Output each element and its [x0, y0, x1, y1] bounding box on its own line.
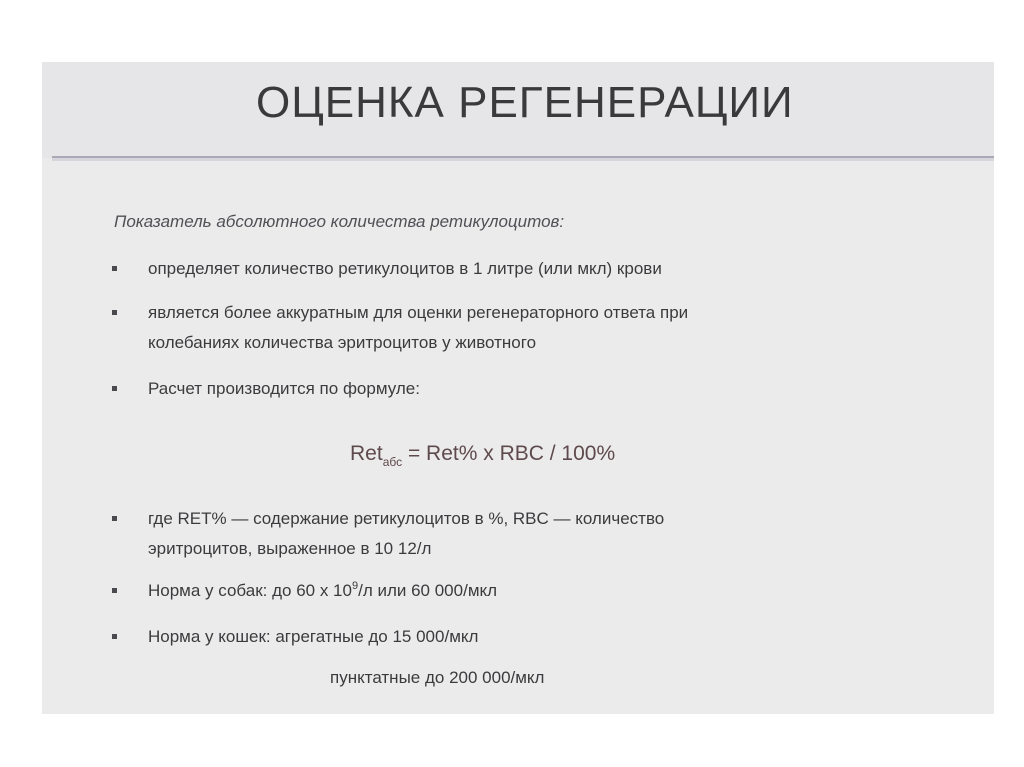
bullet-marker-icon	[112, 588, 117, 593]
bullet-marker-icon	[112, 266, 117, 271]
slide	[42, 62, 994, 714]
slide-title: ОЦЕНКА РЕГЕНЕРАЦИИ	[256, 78, 794, 127]
dog-norm-suffix: /л или 60 000/мкл	[358, 581, 498, 600]
bullet-text: Расчет производится по формуле:	[148, 379, 420, 398]
formula-lhs: Ret	[350, 442, 383, 465]
cat-norm-punctate: пунктатные до 200 000/мкл	[330, 668, 545, 687]
bullet-text: является более аккуратным для оценки регенераторного ответа при	[148, 303, 689, 322]
bullet-text: эритроцитов, выраженное в 10 12/л	[148, 539, 432, 558]
cat-norm-text: Норма у кошек: агрегатные до 15 000/мкл	[148, 627, 479, 646]
bullet-marker-icon	[112, 516, 117, 521]
dog-norm-exponent: 9	[351, 580, 359, 592]
dog-norm-text	[148, 576, 497, 606]
formula	[350, 442, 615, 469]
slide-content	[42, 62, 994, 714]
bullet-marker-icon	[112, 386, 117, 391]
bullet-text: где RET% — содержание ретикулоцитов в %, RBC — количество	[148, 509, 665, 528]
section-subtitle: Показатель абсолютного количества ретикулоцитов:	[114, 212, 565, 231]
dog-norm-prefix: Норма у собак: до 60 х 10	[148, 581, 352, 600]
bullet-text: определяет количество ретикулоцитов в 1 литре (или мкл) крови	[148, 259, 662, 278]
formula-rhs: = Ret% x RBC / 100%	[407, 442, 616, 465]
bullet-text: колебаниях количества эритроцитов у животного	[148, 333, 537, 352]
bullet-marker-icon	[112, 310, 117, 315]
formula-lhs-subscript: абс	[382, 455, 403, 469]
bullet-marker-icon	[112, 634, 117, 639]
